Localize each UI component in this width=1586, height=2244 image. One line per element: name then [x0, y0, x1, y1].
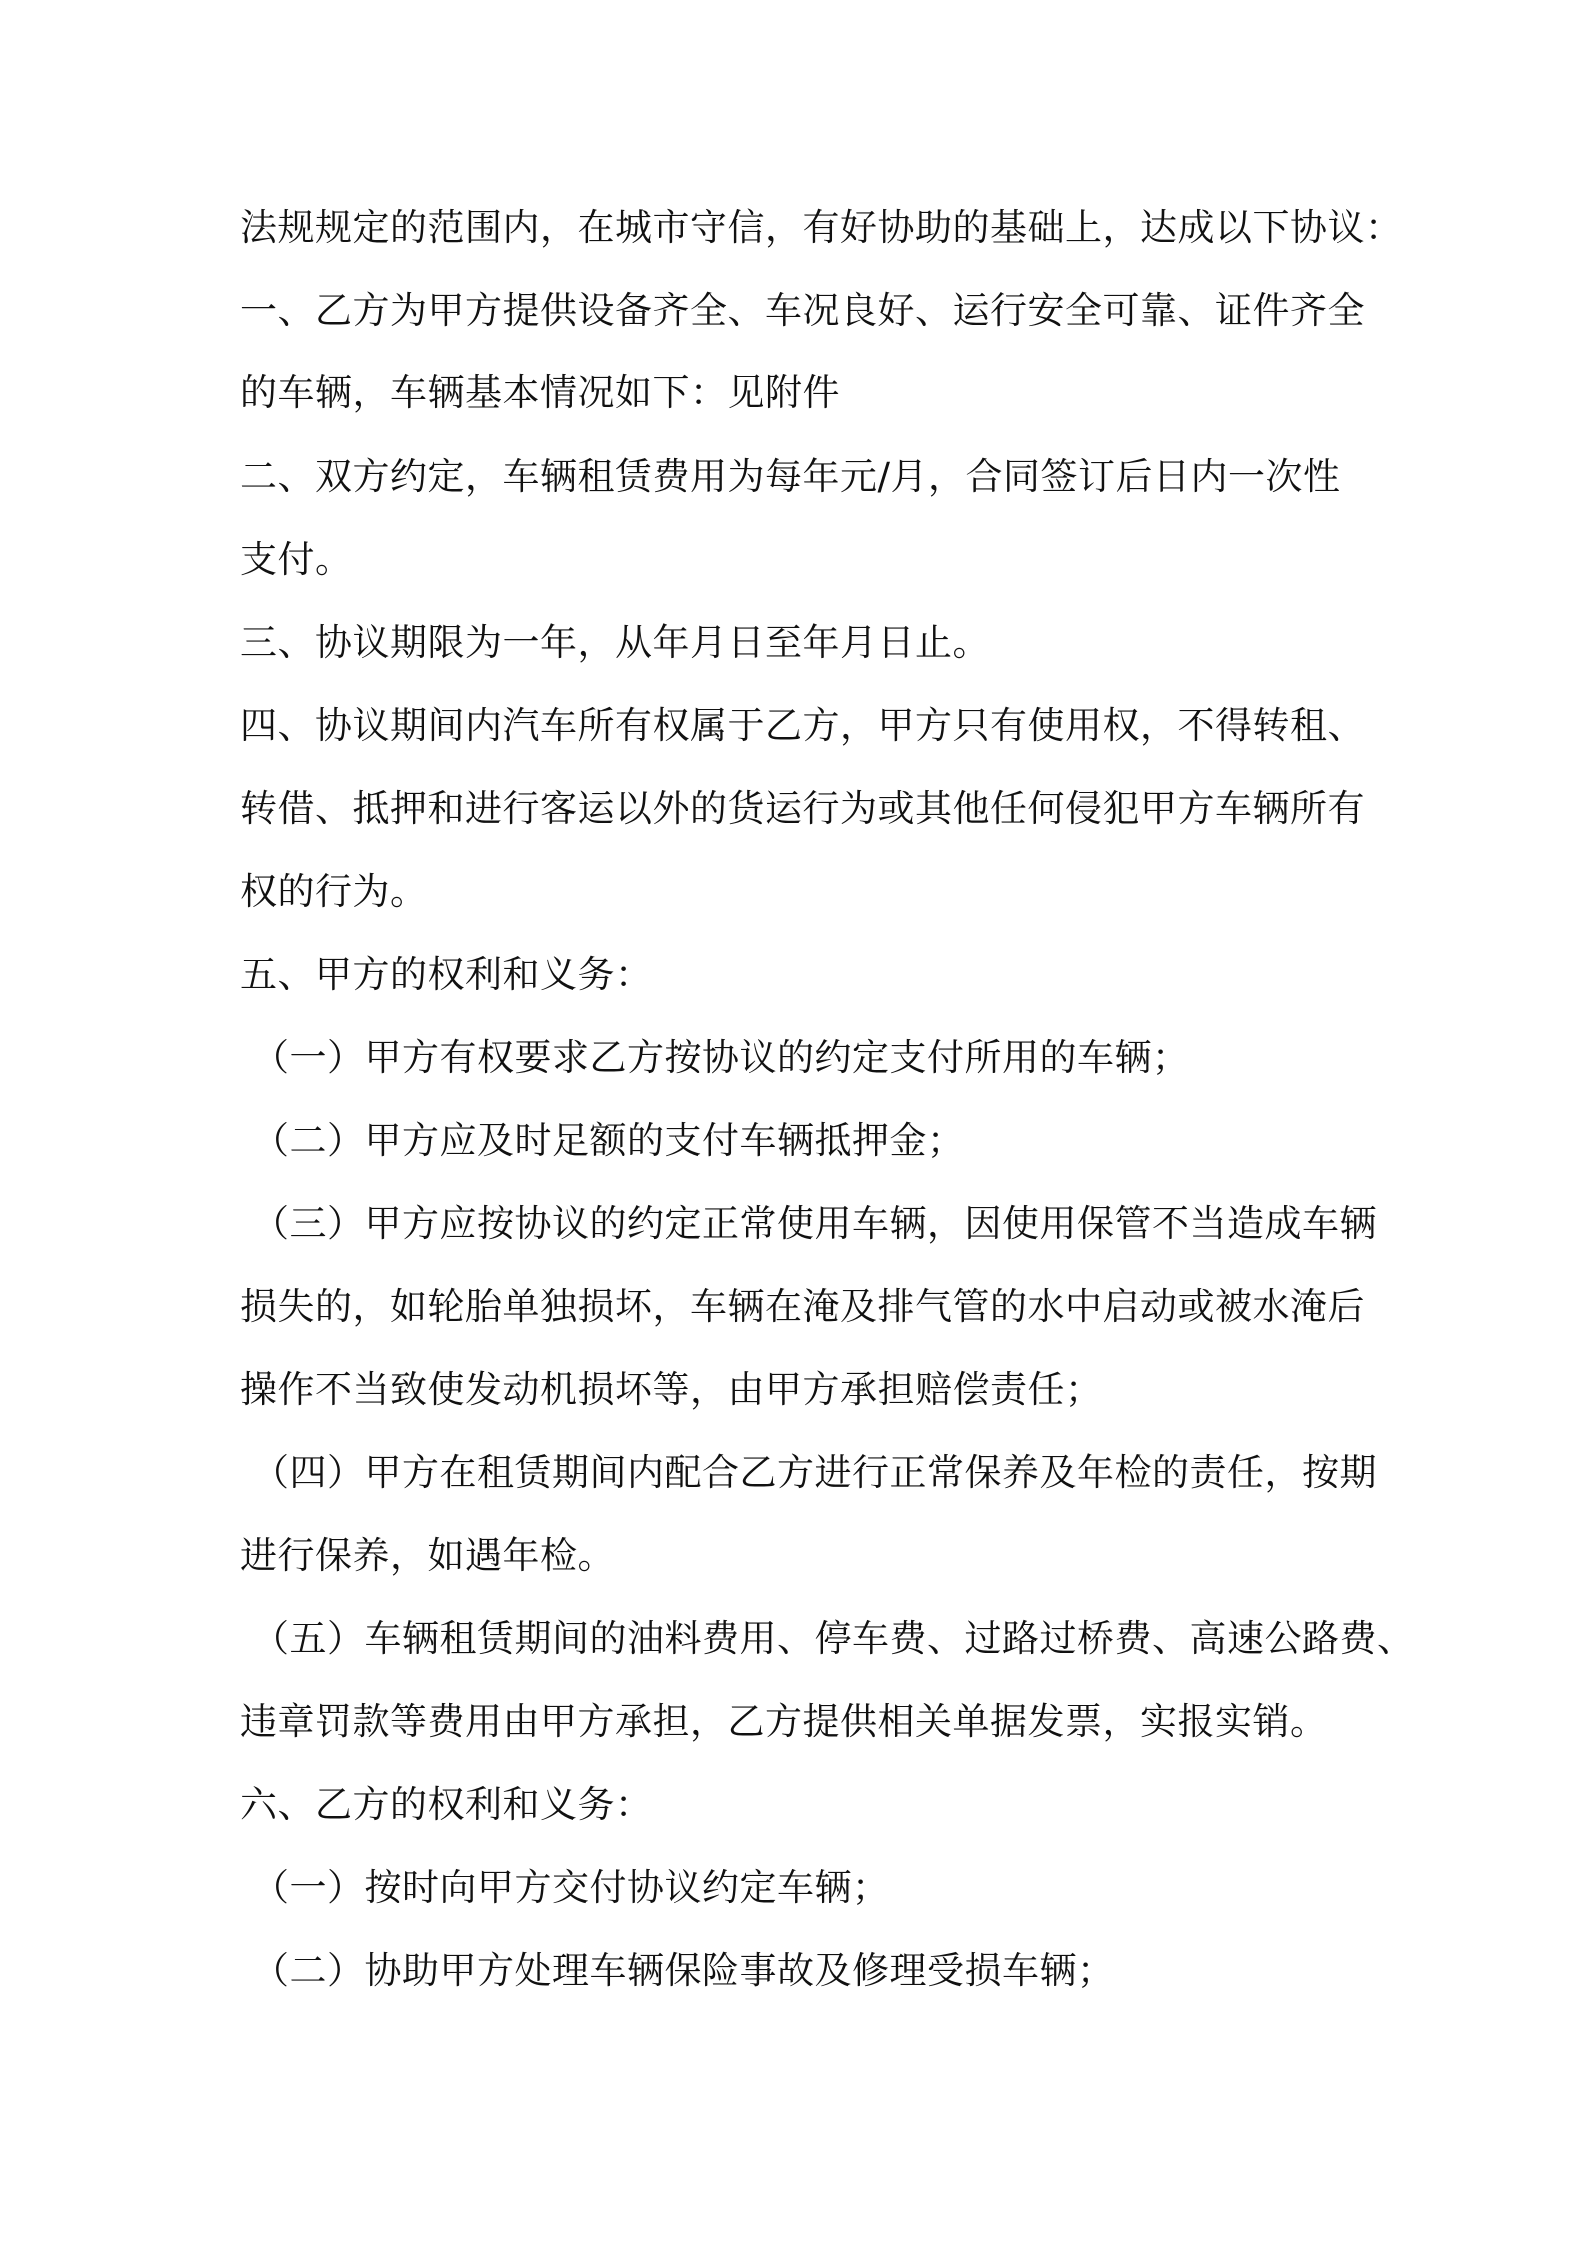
text-line: 操作不当致使发动机损坏等，由甲方承担赔偿责任； [240, 1368, 1103, 1411]
text-line: 六、乙方的权利和义务： [240, 1783, 653, 1826]
text-line: （二）协助甲方处理车辆保险事故及修理受损车辆； [252, 1949, 1115, 1992]
text-line: 转借、抵押和进行客运以外的货运行为或其他任何侵犯甲方车辆所有 [240, 787, 1365, 830]
text-line: （三）甲方应按协议的约定正常使用车辆，因使用保管不当造成车辆 [252, 1202, 1377, 1245]
text-line: 五、甲方的权利和义务： [240, 953, 653, 996]
text-line: 一、乙方为甲方提供设备齐全、车况良好、运行安全可靠、证件齐全 [240, 289, 1365, 332]
text-line: 的车辆，车辆基本情况如下：见附件 [240, 371, 840, 414]
text-line: 支付。 [240, 538, 353, 581]
text-line: 权的行为。 [240, 870, 428, 913]
text-line: 四、协议期间内汽车所有权属于乙方，甲方只有使用权，不得转租、 [240, 704, 1365, 747]
text-line: 违章罚款等费用由甲方承担，乙方提供相关单据发票，实报实销。 [240, 1700, 1328, 1743]
text-line: 二、双方约定，车辆租赁费用为每年元/月，合同签订后日内一次性 [240, 455, 1341, 498]
text-line: （一）甲方有权要求乙方按协议的约定支付所用的车辆； [252, 1036, 1190, 1079]
text-line: （二）甲方应及时足额的支付车辆抵押金； [252, 1119, 965, 1162]
text-line: 法规规定的范围内，在城市守信，有好协助的基础上，达成以下协议： [240, 206, 1403, 249]
text-line: 损失的，如轮胎单独损坏，车辆在淹及排气管的水中启动或被水淹后 [240, 1285, 1365, 1328]
text-line: （五）车辆租赁期间的油料费用、停车费、过路过桥费、高速公路费、 [252, 1617, 1415, 1660]
text-line: 进行保养，如遇年检。 [240, 1534, 615, 1577]
text-line: （四）甲方在租赁期间内配合乙方进行正常保养及年检的责任，按期 [252, 1451, 1377, 1494]
text-line: 三、协议期限为一年，从年月日至年月日止。 [240, 621, 990, 664]
text-line: （一）按时向甲方交付协议约定车辆； [252, 1866, 890, 1909]
